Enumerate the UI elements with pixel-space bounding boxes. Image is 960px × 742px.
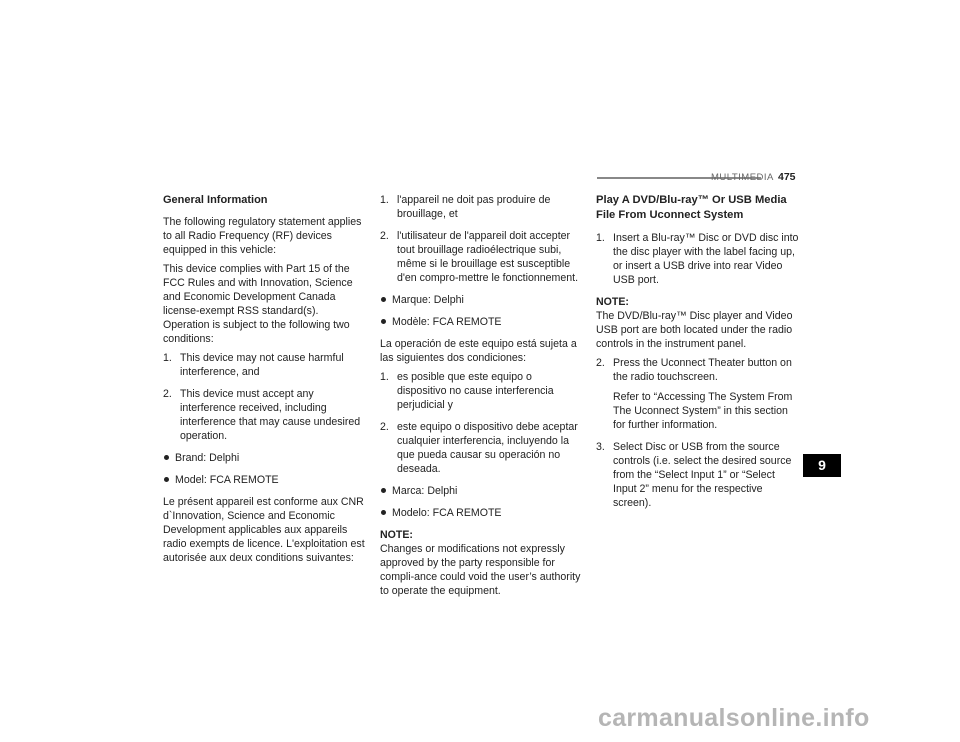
bullet-icon — [381, 510, 386, 515]
list-item — [380, 193, 582, 221]
list-text: l'utilisateur de l'appareil doit accepter tout brouillage radioélectrique subi, même si le brouillage est susceptible d'en compro-mettre le fonctionnement. — [397, 230, 579, 284]
step-item — [596, 440, 800, 510]
bullet-icon — [381, 319, 386, 324]
list-item — [380, 370, 582, 412]
column-middle — [380, 193, 582, 603]
list-item — [380, 420, 582, 476]
chapter-tab: 9 — [803, 454, 841, 477]
list-text: es posible que este equipo o dispositivo no cause interferencia perjudicial y — [397, 371, 554, 411]
list-number: 1. — [163, 352, 172, 364]
bullet-text: Model: FCA REMOTE — [175, 474, 279, 486]
step-item — [596, 356, 800, 432]
bullet-text: Marque: Delphi — [392, 294, 464, 306]
list-item — [163, 351, 365, 379]
step-text: Select Disc or USB from the source controls (i.e. select the desired source from the “Select Input 1” or “Select Input 2” menu for the respective screen). — [613, 441, 792, 509]
column-right — [596, 193, 800, 518]
step-number: 1. — [596, 232, 605, 244]
section-title: MULTIMEDIA — [711, 172, 774, 183]
note-text: Changes or modifications not expressly approved by the party responsible for compli-ance could void the user’s authority to operate the equipment. — [380, 543, 581, 597]
note-label: NOTE: — [596, 296, 629, 308]
list-text: This device may not cause harmful interference, and — [180, 352, 344, 378]
step-item — [596, 231, 800, 287]
bullet-item — [380, 506, 582, 520]
list-text: este equipo o dispositivo debe aceptar cualquier interferencia, incluyendo la que pueda causar su operación no deseada. — [397, 421, 578, 475]
list-item — [380, 229, 582, 285]
list-number: 2. — [380, 230, 389, 242]
list-text: This device must accept any interference received, including interference that may cause undesired operation. — [180, 388, 361, 442]
bullet-icon — [164, 477, 169, 482]
note-text: The DVD/Blu-ray™ Disc player and Video USB port are both located under the radio controls in the instrument panel. — [596, 310, 793, 350]
step-subtext: Refer to “Accessing The System From The Uconnect System” in this section for further information. — [613, 391, 793, 431]
watermark: carmanualsonline.info — [598, 704, 870, 732]
bullet-text: Modelo: FCA REMOTE — [392, 507, 502, 519]
bullet-icon — [381, 297, 386, 302]
paragraph: Le présent appareil est conforme aux CNR d`Innovation, Science and Economic Development applicables aux appareils radio exempts de licence. L'exploitation est autorisée aux deux conditions suivantes: — [163, 496, 365, 564]
section-heading: Play A DVD/Blu-ray™ Or USB Media File From Uconnect System — [596, 194, 787, 221]
bullet-text: Brand: Delphi — [175, 452, 240, 464]
column-left — [163, 193, 365, 570]
bullet-item — [380, 293, 582, 307]
bullet-item — [380, 484, 582, 498]
list-item — [163, 387, 365, 443]
bullet-text: Modèle: FCA REMOTE — [392, 316, 502, 328]
section-heading: General Information — [163, 194, 268, 206]
note-label: NOTE: — [380, 529, 413, 541]
step-number: 2. — [596, 357, 605, 369]
list-number: 1. — [380, 194, 389, 206]
list-number: 2. — [380, 421, 389, 433]
bullet-icon — [381, 488, 386, 493]
step-number: 3. — [596, 441, 605, 453]
step-text: Insert a Blu-ray™ Disc or DVD disc into the disc player with the label facing up, or insert a USB drive into rear Video USB port. — [613, 232, 799, 286]
bullet-item — [380, 315, 582, 329]
list-number: 1. — [380, 371, 389, 383]
bullet-text: Marca: Delphi — [392, 485, 458, 497]
paragraph: The following regulatory statement applies to all Radio Frequency (RF) devices equipped in this vehicle: — [163, 216, 362, 256]
page-number: 475 — [778, 171, 796, 183]
bullet-icon — [164, 455, 169, 460]
step-text: Press the Uconnect Theater button on the radio touchscreen. — [613, 357, 792, 383]
bullet-item — [163, 473, 365, 487]
bullet-item — [163, 451, 365, 465]
list-text: l'appareil ne doit pas produire de brouillage, et — [397, 194, 551, 220]
paragraph: This device complies with Part 15 of the FCC Rules and with Innovation, Science and Economic Development Canada license-exempt RSS standard(s). Operation is subject to the following two conditions: — [163, 263, 353, 345]
list-number: 2. — [163, 388, 172, 400]
paragraph: La operación de este equipo está sujeta a las siguientes dos condiciones: — [380, 338, 577, 364]
